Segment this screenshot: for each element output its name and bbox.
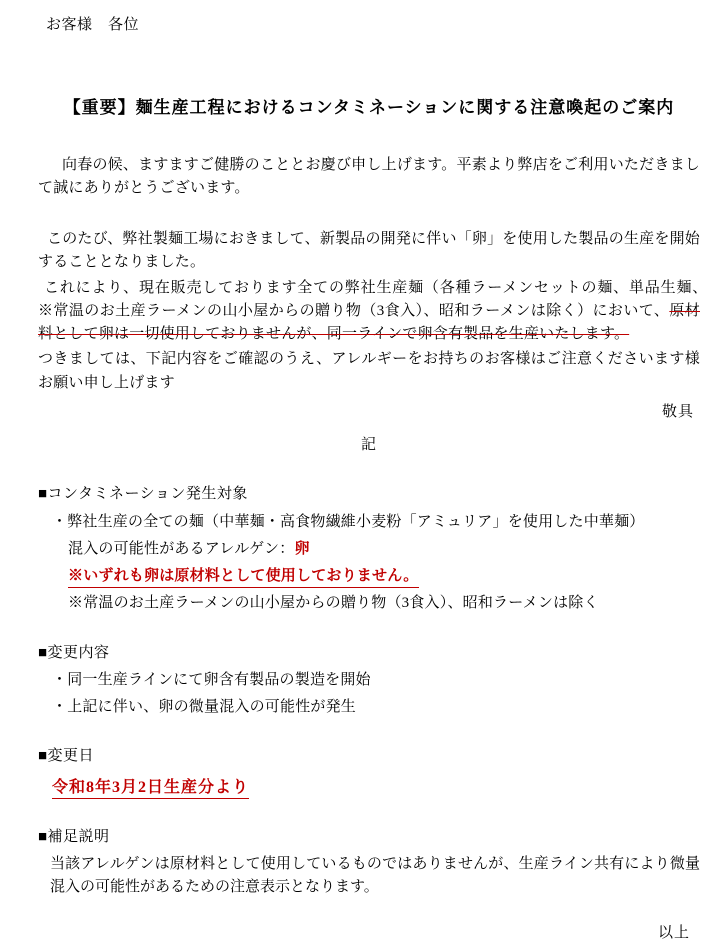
section-changes-heading: ■変更内容 (38, 644, 110, 661)
allergen-label: 混入の可能性があるアレルゲン： (68, 540, 295, 557)
section-change-date (38, 745, 700, 800)
section-change-date-heading: ■変更日 (38, 748, 95, 765)
body-paragraph-3: つきましては、下記内容をご確認のうえ、アレルギーをお持ちのお客様はご注意くださいます様お願い申し上げます (38, 351, 700, 391)
ijou-marker: 以上 (657, 924, 690, 941)
body-paragraph-2 (38, 277, 716, 347)
ki-marker: 記 (360, 437, 377, 454)
section-contamination-line-2 (38, 538, 700, 561)
closing-word: 敬具 (661, 403, 694, 420)
greeting-paragraph: 向春の候、ますますご健勝のこととお慶び申し上げます。平素より弊店をご利用いただきまして誠にありがとうございます。 (38, 156, 700, 196)
section-supplement-heading: ■補足説明 (38, 828, 110, 845)
section-supplement (38, 826, 700, 900)
body-paragraph-1: このたび、弊社製麺工場におきまして、新製品の開発に伴い「卵」を使用した製品の生産を開始することとなりました。 (38, 231, 700, 271)
section-contamination-line-4: ※常温のお土産ラーメンの山小屋からの贈り物（3食入）、昭和ラーメンは除く (68, 595, 599, 612)
document-title: 【重要】麺生産工程におけるコンタミネーションに関する注意喚起のご案内 (63, 98, 675, 118)
section-changes-line-2: ・上記に伴い、卵の微量混入の可能性が発生 (52, 699, 357, 716)
section-contamination-line-3 (38, 565, 700, 588)
section-contamination-line-1: ・弊社生産の全ての麺（中華麺・高食物繊維小麦粉「アミュリア」を使用した中華麺） (52, 513, 645, 530)
section-contamination (38, 483, 700, 615)
body-paragraph-2-strikethrough: 原材料として卵は一切使用しておりませんが、同一ラインで卵含有製品を生産いたします。 (38, 302, 700, 343)
change-date-value: 令和8年3月2日生産分より (52, 777, 249, 800)
allergen-disclaimer: ※いずれも卵は原材料として使用しておりません。 (68, 567, 419, 588)
body-paragraph-2-text: これにより、現在販売しております全ての弊社生産麺（各種ラーメンセットの麺、単品生麺、 ※常温のお土産ラーメンの山小屋からの贈り物（3食入）、昭和ラーメンは除く）において、 (38, 279, 716, 319)
section-contamination-heading: ■コンタミネーション発生対象 (38, 486, 248, 503)
section-changes-line-1: ・同一生産ラインにて卵含有製品の製造を開始 (52, 671, 371, 688)
allergen-value: 卵 (294, 540, 310, 557)
section-changes (38, 642, 700, 720)
section-supplement-text: 当該アレルゲンは原材料として使用しているものではありませんが、生産ライン共有により微量混入の可能性があるための注意表示となります。 (50, 856, 700, 896)
addressee-line: お客様 各位 (46, 17, 140, 33)
